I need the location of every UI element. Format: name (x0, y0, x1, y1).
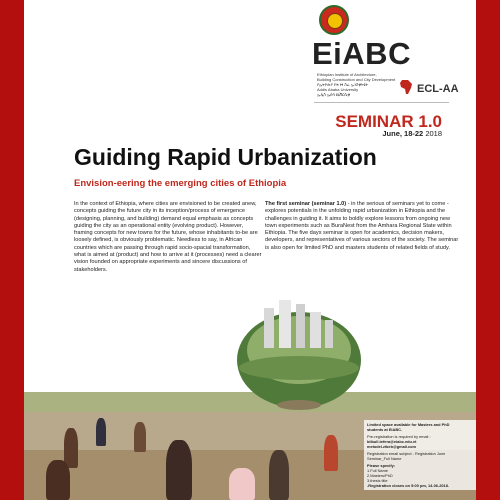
divider (314, 102, 449, 103)
intro-paragraph: In the context of Ethiopia, where cities are envisioned to be created anew, concepts guiding the future city in its inception/process of emergence (designing, planning, and building) demand equal emphasis as concepts guiding the city as an operational entity (evolving product). However, framing concepts for new towns for the future, whose inhabitants to-be are loosely defined, is obviously problematic. Needless to say, in African countries which are passing through rapid socio-spacial transformation, what is aimed at (product) and how to arrive at it (processes) need a clearer vision founded on appropriate experiments and sincere discussions of stakeholders. (74, 201, 262, 273)
brand-name: EiABC (312, 36, 411, 71)
city-globe-illustration (224, 300, 374, 420)
subheadline: Envision-eering the emerging cities of Ethiopia (74, 178, 287, 189)
university-seal-icon (319, 5, 349, 35)
seminar-description: The first seminar (seminar 1.0) - in the serious of seminars yet to come - explores potentials in the unfolding rapid urbanization in Ethiopia and the challenges in guiding it. It aims to boldly explore lessons from ongoing new town experiments such as BuraNest from the Amhara Regional State within Ethiopia. The five days seminar is open for academics, decision makers, developers, and representatives of various sectors of the society. The seminar is also open for limited PhD and masters students of related fields of study. (265, 201, 459, 251)
registration-info: Limited space available for Masters and PhD students at EiABC. Pre-registration is required by email : bilbull.tefera@eiabc.edu.et metodel.zibeb@gmail.com Registration email subject - Registration June Seminar_Full Name Please specify: 1.Full Name 2.Masters/PhD 3.thesis title -Registration closes on 5:00 pm, 14-06-2018. (364, 420, 476, 490)
ecl-label: ECL-AA (417, 83, 459, 95)
headline: Guiding Rapid Urbanization (74, 144, 377, 170)
seminar-title: SEMINAR 1.0 (335, 112, 442, 131)
africa-map-icon (399, 79, 413, 95)
poster (24, 0, 476, 500)
institute-lines: Ethiopian Institute of Architecture, Building Construction and City Development የኢትዮጵያ የሕንፃ ስራ ኢንስቲትዩት Addis Ababa University ኢዲስ ኢበባ ዩኒቨርሲቲ (317, 72, 396, 97)
seminar-date: June, 18-22 2018 (382, 129, 442, 138)
